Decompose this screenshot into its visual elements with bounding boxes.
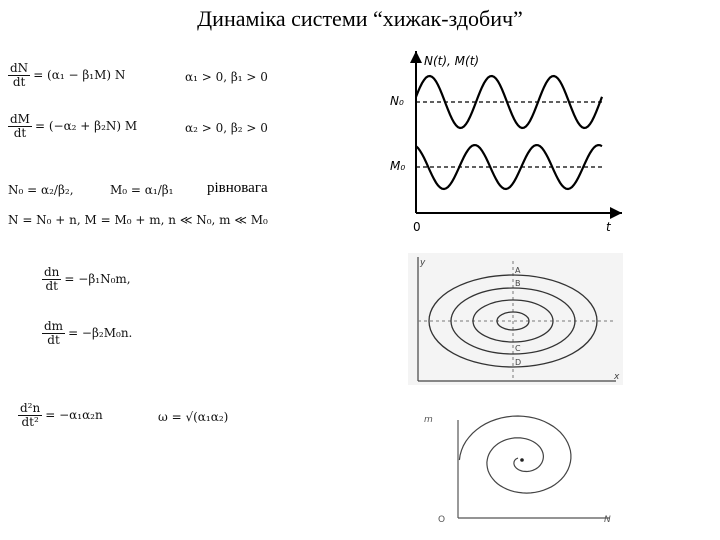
- equilibrium-M0: M₀ = α₁/β₁: [110, 183, 174, 197]
- spiral-y-label: m: [424, 415, 433, 425]
- fraction: [8, 113, 32, 140]
- phase-x-label: x: [614, 372, 620, 382]
- spiral-center-point: [520, 458, 524, 462]
- omega-formula: ω = √(α₁α₂): [158, 410, 229, 424]
- rhs: = (α₁ − β₁M) N: [33, 68, 126, 82]
- point-label-C: C: [515, 344, 521, 353]
- point-label-D: D: [515, 358, 522, 367]
- fraction: [42, 266, 61, 293]
- equilibrium-N0: N₀ = α₂/β₂,: [8, 183, 74, 197]
- numerator: dM: [10, 112, 30, 126]
- fraction: [42, 320, 65, 347]
- denominator: dt: [45, 279, 58, 293]
- phase-portrait: [408, 253, 623, 385]
- numerator: dN: [10, 61, 29, 75]
- equation-d2n-dt2: [18, 402, 103, 429]
- numerator: dm: [44, 319, 64, 333]
- equation-dM-dt: [8, 113, 137, 140]
- denominator: dt: [13, 126, 27, 140]
- equilibrium-label: рівновага: [207, 180, 268, 196]
- numerator: dn: [44, 265, 60, 279]
- rhs: = −β₁N₀m,: [64, 272, 131, 286]
- equation-dm-dt: [42, 320, 132, 347]
- phase-y-label: y: [420, 258, 426, 268]
- denominator: dt: [47, 333, 60, 347]
- denominator: dt²: [21, 415, 39, 429]
- time-series-graph: [380, 45, 630, 240]
- spiral-phase-graph: [418, 408, 618, 528]
- point-label-A: A: [515, 266, 521, 275]
- m0-label: M₀: [390, 159, 406, 173]
- spiral-origin-label: O: [438, 515, 446, 525]
- denominator: dt: [12, 75, 26, 89]
- n0-label: N₀: [390, 94, 404, 108]
- spiral-x-label: N: [604, 515, 611, 525]
- fraction: [8, 62, 30, 89]
- numerator: d²n: [20, 401, 41, 415]
- condition-2: α₂ > 0, β₂ > 0: [185, 121, 268, 135]
- rhs: = −β₂M₀n.: [68, 326, 133, 340]
- x-axis-label: t: [606, 220, 611, 234]
- point-label-B: B: [515, 279, 521, 288]
- rhs: = −α₁α₂n: [45, 408, 103, 422]
- y-axis-label: N(t), M(t): [424, 54, 480, 68]
- equation-dn-dt: [42, 266, 131, 293]
- perturbation-equation: N = N₀ + n, M = M₀ + m, n ≪ N₀, m ≪ M₀: [8, 213, 268, 227]
- origin-label: 0: [413, 220, 421, 234]
- rhs: = (−α₂ + β₂N) M: [34, 119, 138, 133]
- fraction: [18, 402, 42, 429]
- slide-title: Динаміка системи “хижак-здобич”: [197, 6, 523, 31]
- equation-dN-dt: [8, 62, 125, 89]
- spiral-trajectory: [459, 416, 571, 493]
- condition-1: α₁ > 0, β₁ > 0: [185, 70, 268, 84]
